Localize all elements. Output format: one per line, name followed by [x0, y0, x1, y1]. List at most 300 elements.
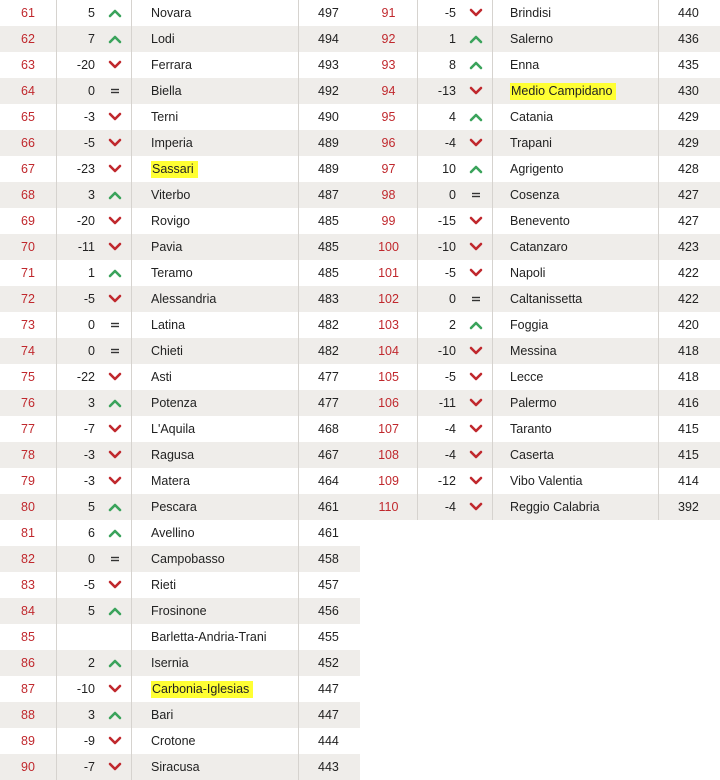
delta-value: -9: [83, 734, 95, 748]
delta-cell: [57, 182, 132, 208]
rank-cell: [0, 572, 57, 598]
arrow-up-icon: [108, 34, 122, 44]
rank-cell: [360, 156, 418, 182]
province-name: Caltanissetta: [510, 292, 583, 306]
arrow-up-icon: [108, 268, 122, 278]
delta-value: 3: [88, 708, 95, 722]
score-cell: [299, 390, 360, 416]
rank-cell: [0, 754, 57, 780]
arrow-down-icon: [469, 138, 483, 148]
rank-cell: [360, 26, 418, 52]
rank-value: 88: [21, 708, 35, 722]
province-cell: [493, 104, 659, 130]
score-value: 420: [678, 318, 699, 332]
province-name: Foggia: [510, 318, 549, 332]
province-name: Crotone: [151, 734, 196, 748]
province-cell: [132, 260, 299, 286]
score-value: 485: [318, 266, 339, 280]
rank-value: 105: [378, 370, 399, 384]
score-value: 447: [318, 682, 339, 696]
province-name: Trapani: [510, 136, 552, 150]
province-name: L'Aquila: [151, 422, 196, 436]
delta-cell: [57, 26, 132, 52]
rank-cell: [360, 468, 418, 494]
delta-cell: [57, 650, 132, 676]
score-value: 430: [678, 84, 699, 98]
delta-cell: [57, 104, 132, 130]
delta-value: 0: [449, 188, 456, 202]
delta-cell: [418, 234, 493, 260]
delta-value: 3: [88, 396, 95, 410]
delta-value: -5: [444, 266, 456, 280]
arrow-down-icon: [108, 112, 122, 122]
table-row: [0, 728, 360, 754]
score-value: 489: [318, 162, 339, 176]
score-cell: [659, 26, 720, 52]
delta-value: -5: [83, 578, 95, 592]
rank-cell: [360, 416, 418, 442]
table-row: [0, 130, 360, 156]
table-row: [0, 312, 360, 338]
province-cell: [493, 338, 659, 364]
province-cell: [493, 182, 659, 208]
delta-cell: [57, 546, 132, 572]
delta-value: 1: [88, 266, 95, 280]
province-name: Salerno: [510, 32, 554, 46]
score-cell: [659, 364, 720, 390]
delta-cell: [57, 442, 132, 468]
arrow-down-icon: [469, 372, 483, 382]
rank-cell: [0, 0, 57, 26]
rank-value: 100: [378, 240, 399, 254]
province-cell: [132, 754, 299, 780]
rank-cell: [0, 728, 57, 754]
score-cell: [299, 234, 360, 260]
delta-value: 5: [88, 500, 95, 514]
score-cell: [659, 442, 720, 468]
province-name: Rovigo: [151, 214, 190, 228]
score-value: 447: [318, 708, 339, 722]
delta-cell: [57, 390, 132, 416]
province-name: Pavia: [151, 240, 183, 254]
table-row: [360, 130, 720, 156]
table-row: [360, 208, 720, 234]
delta-value: -20: [76, 58, 95, 72]
rank-cell: [360, 494, 418, 520]
score-cell: [659, 0, 720, 26]
rank-value: 65: [21, 110, 35, 124]
score-cell: [299, 416, 360, 442]
delta-cell: [418, 26, 493, 52]
score-value: 456: [318, 604, 339, 618]
arrow-down-icon: [108, 476, 122, 486]
table-row: [360, 364, 720, 390]
table-row: [0, 598, 360, 624]
score-cell: [659, 494, 720, 520]
delta-value: -5: [83, 136, 95, 150]
table-row: [360, 416, 720, 442]
score-value: 477: [318, 370, 339, 384]
rank-cell: [360, 52, 418, 78]
rank-value: 90: [21, 760, 35, 774]
score-cell: [659, 208, 720, 234]
province-cell: [132, 26, 299, 52]
arrow-up-icon: [469, 164, 483, 174]
table-row: [360, 156, 720, 182]
score-value: 416: [678, 396, 699, 410]
province-cell: [132, 650, 299, 676]
score-value: 477: [318, 396, 339, 410]
rank-value: 69: [21, 214, 35, 228]
score-value: 428: [678, 162, 699, 176]
score-value: 485: [318, 214, 339, 228]
table-row: [0, 494, 360, 520]
arrow-down-icon: [469, 398, 483, 408]
table-row: [0, 286, 360, 312]
score-value: 422: [678, 266, 699, 280]
delta-cell: [418, 182, 493, 208]
score-value: 443: [318, 760, 339, 774]
score-cell: [659, 52, 720, 78]
delta-cell: [57, 78, 132, 104]
delta-cell: [57, 260, 132, 286]
table-row: [0, 0, 360, 26]
score-cell: [299, 572, 360, 598]
delta-value: 5: [88, 604, 95, 618]
arrow-down-icon: [469, 242, 483, 252]
delta-value: -4: [444, 422, 456, 436]
table-row: [0, 182, 360, 208]
score-cell: [299, 208, 360, 234]
province-cell: [132, 676, 299, 702]
arrow-down-icon: [469, 450, 483, 460]
table-row: [360, 338, 720, 364]
rank-cell: [0, 598, 57, 624]
rank-cell: [0, 702, 57, 728]
score-value: 415: [678, 422, 699, 436]
table-row: [360, 104, 720, 130]
province-cell: [132, 156, 299, 182]
province-cell: [132, 416, 299, 442]
delta-value: -3: [83, 448, 95, 462]
rank-value: 68: [21, 188, 35, 202]
arrow-down-icon: [469, 86, 483, 96]
province-name: Enna: [510, 58, 540, 72]
score-cell: [299, 598, 360, 624]
table-row: [360, 234, 720, 260]
arrow-down-icon: [469, 502, 483, 512]
province-name: Palermo: [510, 396, 557, 410]
rank-cell: [0, 234, 57, 260]
rank-value: 95: [381, 110, 396, 124]
rank-value: 98: [381, 188, 396, 202]
rank-cell: [360, 208, 418, 234]
rank-value: 91: [381, 6, 396, 20]
score-value: 414: [678, 474, 699, 488]
province-name: Catania: [510, 110, 554, 124]
score-cell: [299, 494, 360, 520]
province-cell: [132, 78, 299, 104]
score-cell: [299, 52, 360, 78]
rank-value: 84: [21, 604, 35, 618]
score-value: 418: [678, 370, 699, 384]
score-cell: [659, 260, 720, 286]
rank-cell: [0, 156, 57, 182]
rank-cell: [0, 260, 57, 286]
equal-icon: [471, 295, 481, 303]
delta-cell: [57, 286, 132, 312]
delta-value: -5: [444, 6, 456, 20]
delta-cell: [57, 754, 132, 780]
rank-cell: [0, 130, 57, 156]
table-row: [360, 52, 720, 78]
arrow-down-icon: [469, 268, 483, 278]
score-cell: [659, 286, 720, 312]
rank-value: 72: [21, 292, 35, 306]
rank-value: 104: [378, 344, 399, 358]
province-name: Napoli: [510, 266, 546, 280]
rank-value: 101: [378, 266, 399, 280]
province-cell: [132, 442, 299, 468]
delta-cell: [57, 598, 132, 624]
province-name: Lecce: [510, 370, 544, 384]
province-name: Terni: [151, 110, 179, 124]
table-row: [0, 208, 360, 234]
score-cell: [659, 104, 720, 130]
table-row: [0, 390, 360, 416]
score-cell: [299, 0, 360, 26]
province-name: Latina: [151, 318, 186, 332]
score-cell: [659, 390, 720, 416]
delta-cell: [57, 468, 132, 494]
province-name: Cosenza: [510, 188, 560, 202]
province-name: Messina: [510, 344, 557, 358]
delta-cell: [418, 156, 493, 182]
province-cell: [493, 208, 659, 234]
province-cell: [493, 442, 659, 468]
table-row: [0, 650, 360, 676]
delta-value: -5: [444, 370, 456, 384]
delta-cell: [418, 0, 493, 26]
province-cell: [493, 468, 659, 494]
province-name: Ragusa: [151, 448, 195, 462]
province-cell: [493, 156, 659, 182]
delta-value: -13: [437, 84, 456, 98]
delta-cell: [57, 0, 132, 26]
delta-value: 8: [449, 58, 456, 72]
rank-value: 93: [381, 58, 396, 72]
delta-value: -10: [76, 682, 95, 696]
rank-value: 64: [21, 84, 35, 98]
province-cell: [132, 494, 299, 520]
rank-cell: [0, 208, 57, 234]
score-cell: [659, 234, 720, 260]
score-cell: [299, 78, 360, 104]
delta-value: -12: [437, 474, 456, 488]
delta-value: 5: [88, 6, 95, 20]
rank-value: 110: [378, 500, 399, 514]
arrow-down-icon: [108, 684, 122, 694]
score-value: 435: [678, 58, 699, 72]
delta-value: -22: [76, 370, 95, 384]
rank-cell: [360, 442, 418, 468]
arrow-down-icon: [108, 60, 122, 70]
arrow-up-icon: [108, 528, 122, 538]
arrow-down-icon: [108, 294, 122, 304]
province-cell: [132, 702, 299, 728]
province-cell: [493, 0, 659, 26]
score-value: 467: [318, 448, 339, 462]
arrow-down-icon: [469, 346, 483, 356]
table-row: [360, 390, 720, 416]
delta-value: 1: [449, 32, 456, 46]
province-cell: [132, 208, 299, 234]
province-cell: [132, 546, 299, 572]
score-value: 415: [678, 448, 699, 462]
score-value: 482: [318, 318, 339, 332]
province-cell: [132, 624, 299, 650]
delta-value: 2: [449, 318, 456, 332]
delta-value: -10: [437, 344, 456, 358]
table-row: [0, 572, 360, 598]
province-cell: [132, 52, 299, 78]
score-cell: [299, 364, 360, 390]
table-row: [0, 754, 360, 780]
delta-cell: [418, 338, 493, 364]
rank-value: 79: [21, 474, 35, 488]
delta-cell: [57, 416, 132, 442]
rank-value: 71: [21, 266, 35, 280]
delta-value: -20: [76, 214, 95, 228]
rank-cell: [0, 676, 57, 702]
delta-cell: [57, 676, 132, 702]
score-cell: [299, 130, 360, 156]
score-value: 497: [318, 6, 339, 20]
equal-icon: [110, 347, 120, 355]
rank-value: 106: [378, 396, 399, 410]
arrow-down-icon: [108, 580, 122, 590]
delta-cell: [418, 104, 493, 130]
delta-cell: [57, 728, 132, 754]
rank-value: 92: [381, 32, 396, 46]
rank-value: 73: [21, 318, 35, 332]
province-cell: [132, 728, 299, 754]
delta-cell: [418, 130, 493, 156]
province-name: Potenza: [151, 396, 197, 410]
score-value: 392: [678, 500, 699, 514]
rank-value: 96: [381, 136, 396, 150]
table-row: [360, 26, 720, 52]
score-value: 483: [318, 292, 339, 306]
score-value: 423: [678, 240, 699, 254]
rank-value: 109: [378, 474, 399, 488]
table-row: [0, 416, 360, 442]
delta-cell: [418, 208, 493, 234]
province-name: Benevento: [510, 214, 570, 228]
equal-icon: [471, 191, 481, 199]
rank-value: 66: [21, 136, 35, 150]
score-cell: [299, 156, 360, 182]
province-name: Viterbo: [151, 188, 191, 202]
province-cell: [132, 390, 299, 416]
rank-cell: [360, 286, 418, 312]
delta-cell: [57, 572, 132, 598]
province-name: Catanzaro: [510, 240, 568, 254]
rank-value: 78: [21, 448, 35, 462]
score-value: 489: [318, 136, 339, 150]
rank-cell: [0, 364, 57, 390]
score-value: 429: [678, 136, 699, 150]
province-name: Novara: [151, 6, 192, 20]
province-name: Imperia: [151, 136, 193, 150]
score-value: 440: [678, 6, 699, 20]
delta-cell: [418, 468, 493, 494]
arrow-up-icon: [469, 112, 483, 122]
province-cell: [132, 468, 299, 494]
table-row: [0, 78, 360, 104]
arrow-up-icon: [108, 8, 122, 18]
province-cell: [493, 234, 659, 260]
rank-value: 85: [21, 630, 35, 644]
rank-cell: [0, 624, 57, 650]
score-value: 490: [318, 110, 339, 124]
rank-cell: [360, 78, 418, 104]
province-name: Alessandria: [151, 292, 217, 306]
score-cell: [299, 442, 360, 468]
province-cell: [493, 364, 659, 390]
score-cell: [299, 546, 360, 572]
rank-value: 99: [381, 214, 396, 228]
delta-value: 0: [88, 84, 95, 98]
rank-value: 94: [381, 84, 396, 98]
score-cell: [299, 286, 360, 312]
delta-value: -4: [444, 136, 456, 150]
rank-cell: [360, 182, 418, 208]
province-name: Reggio Calabria: [510, 500, 600, 514]
delta-cell: [57, 234, 132, 260]
province-name: Biella: [151, 84, 182, 98]
rank-value: 80: [21, 500, 35, 514]
province-cell: [132, 312, 299, 338]
score-cell: [659, 312, 720, 338]
delta-cell: [57, 338, 132, 364]
table-row: [0, 260, 360, 286]
score-cell: [659, 130, 720, 156]
delta-cell: [418, 260, 493, 286]
arrow-down-icon: [108, 736, 122, 746]
score-cell: [659, 156, 720, 182]
rank-cell: [0, 468, 57, 494]
delta-cell: [57, 520, 132, 546]
equal-icon: [110, 87, 120, 95]
table-row: [360, 182, 720, 208]
score-value: 461: [318, 526, 339, 540]
delta-cell: [57, 364, 132, 390]
score-value: 422: [678, 292, 699, 306]
rank-value: 103: [378, 318, 399, 332]
rank-value: 74: [21, 344, 35, 358]
rank-value: 75: [21, 370, 35, 384]
delta-value: -3: [83, 474, 95, 488]
delta-cell: [418, 494, 493, 520]
score-cell: [299, 702, 360, 728]
table-row: [0, 364, 360, 390]
rank-value: 83: [21, 578, 35, 592]
rank-cell: [0, 78, 57, 104]
province-name: Carbonia-Iglesias: [151, 681, 253, 698]
province-cell: [132, 364, 299, 390]
rank-value: 82: [21, 552, 35, 566]
